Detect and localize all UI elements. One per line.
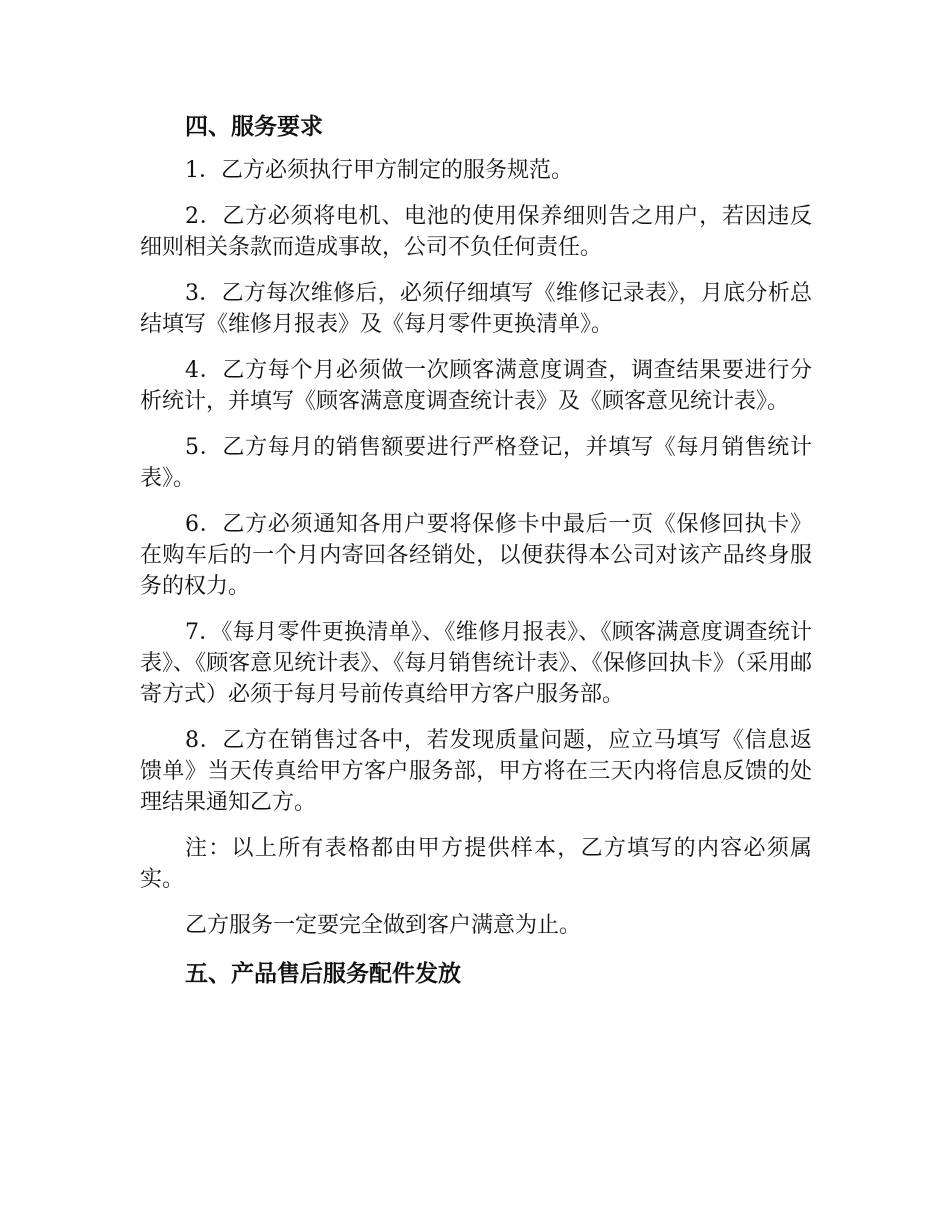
closing-paragraph: 乙方服务一定要完全做到客户满意为止。	[185, 913, 582, 938]
document-body	[140, 110, 812, 991]
section-heading-service-requirements: 四、服务要求	[185, 114, 323, 140]
service-requirement-item: 8．乙方在销售过各中，若发现质量问题，应立马填写《信息返馈单》当天传真给甲方客户服务部，甲方将在三天内将信息反馈的处理结果通知乙方。	[140, 728, 812, 815]
service-requirement-item: 5．乙方每月的销售额要进行严格登记，并填写《每月销售统计表》。	[140, 435, 812, 491]
note-paragraph: 注：以上所有表格都由甲方提供样本，乙方填写的内容必须属实。	[140, 836, 812, 892]
service-requirement-item: 6．乙方必须通知各用户要将保修卡中最后一页《保修回执卡》在购车后的一个月内寄回各经销处，以便获得本公司对该产品终身服务的权力。	[140, 512, 812, 599]
service-requirement-item: 7．《每月零件更换清单》、《维修月报表》、《顾客满意度调查统计表》、《顾客意见统计表》、《每月销售统计表》、《保修回执卡》（采用邮寄方式）必须于每月号前传真给甲方客户服务部。	[140, 620, 812, 707]
service-requirement-item: 1．乙方必须执行甲方制定的服务规范。	[185, 158, 573, 183]
service-requirement-item: 4．乙方每个月必须做一次顾客满意度调查，调查结果要进行分析统计，并填写《顾客满意度调查统计表》及《顾客意见统计表》。	[140, 358, 812, 414]
section-heading-parts-distribution: 五、产品售后服务配件发放	[185, 961, 461, 987]
service-requirement-item: 2．乙方必须将电机、电池的使用保养细则告之用户，若因违反细则相关条款而造成事故，公司不负任何责任。	[140, 204, 812, 260]
service-requirement-item: 3．乙方每次维修后，必须仔细填写《维修记录表》，月底分析总结填写《维修月报表》及《每月零件更换清单》。	[140, 281, 812, 337]
